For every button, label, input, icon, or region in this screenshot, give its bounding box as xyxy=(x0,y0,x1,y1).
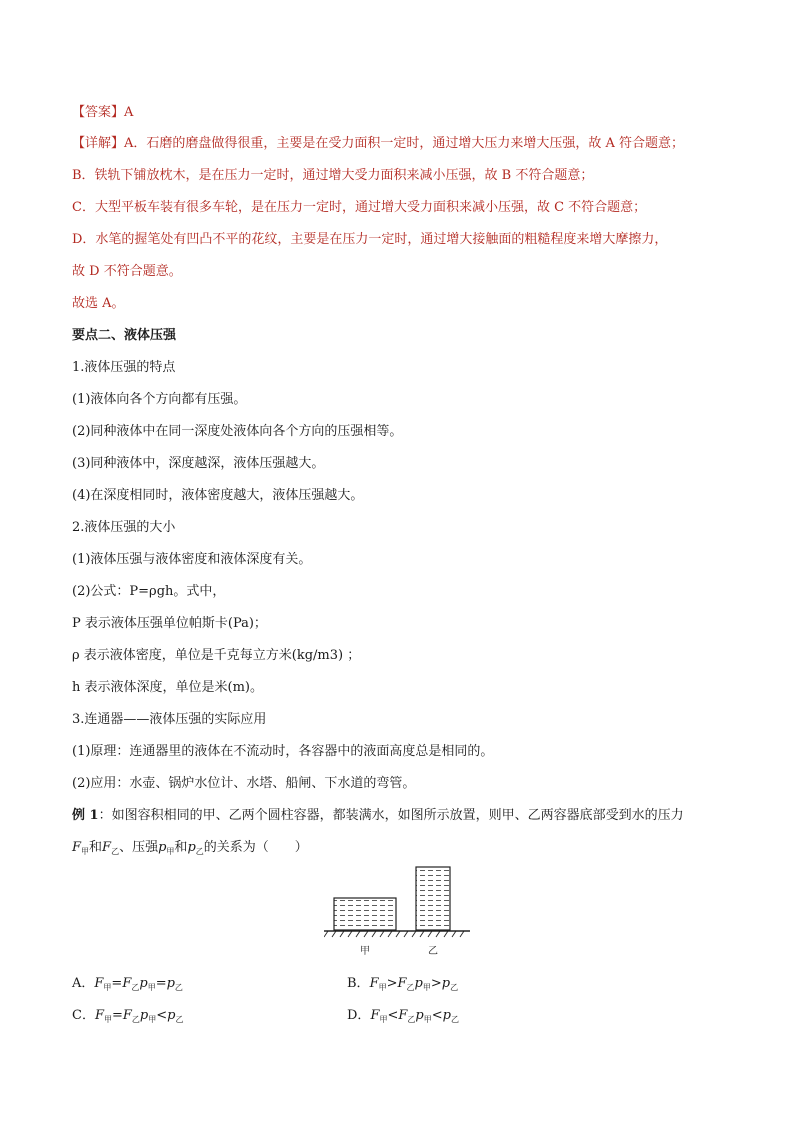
sub-jia: 甲 xyxy=(422,983,431,992)
point-3-2: (2)应用：水壶、锅炉水位计、水塔、船闸、下水道的弯管。 xyxy=(72,776,416,791)
sub-yi: 乙 xyxy=(450,1015,459,1024)
force-symbol: F xyxy=(94,976,104,991)
answer-value: A xyxy=(124,105,134,120)
option-letter: B． xyxy=(347,976,370,991)
force-symbol: F xyxy=(370,1008,380,1023)
sub-jia: 甲 xyxy=(379,1015,388,1024)
point-2-2: (2)公式：P=ρgh。式中， xyxy=(72,584,226,599)
point-1-2: (2)同种液体中在同一深度处液体向各个方向的压强相等。 xyxy=(72,424,403,439)
container-jia xyxy=(334,898,396,930)
ground-surface xyxy=(324,931,470,937)
relation-pressure: < xyxy=(156,1008,168,1023)
example-stem-text: ：如图容积相同的甲、乙两个圆柱容器，都装满水，如图所示放置，则甲、乙两容器底部受到水的压力 xyxy=(98,808,684,823)
explanation-prefix: 【详解】 xyxy=(72,136,125,151)
sub-yi: 乙 xyxy=(174,983,183,992)
pressure-symbol: p xyxy=(441,976,451,991)
pressure-symbol: p xyxy=(139,1008,149,1023)
example-stem-line2 xyxy=(72,839,308,861)
pressure-symbol: p xyxy=(166,976,175,991)
sub-yi: 乙 xyxy=(450,983,459,992)
stem-ending: 的关系为（ ） xyxy=(203,840,308,855)
relation-pressure: < xyxy=(431,1008,443,1023)
separator-text: 、压强 xyxy=(119,840,159,855)
subheading-3: 3.连通器——液体压强的实际应用 xyxy=(72,712,267,727)
explanation-line-d2: 故 D 不符合题意。 xyxy=(72,264,182,279)
sub-yi: 乙 xyxy=(195,847,204,856)
force-symbol: F xyxy=(398,1008,408,1023)
sub-jia: 甲 xyxy=(166,847,175,856)
relation-pressure: = xyxy=(155,976,167,991)
conclusion: 故选 A。 xyxy=(72,296,125,311)
explanation-line-d1: D．水笔的握笔处有凹凸不平的花纹，主要是在压力一定时，通过增大接触面的粗糙程度来增大摩擦力， xyxy=(72,232,668,247)
sub-jia: 甲 xyxy=(148,1015,157,1024)
section-heading: 要点二、液体压强 xyxy=(72,328,177,343)
point-2-3: P 表示液体压强单位帕斯卡(Pa)； xyxy=(72,616,267,631)
relation-force: = xyxy=(111,1008,123,1023)
sub-jia: 甲 xyxy=(378,983,387,992)
option-letter: A． xyxy=(72,976,95,991)
pressure-symbol: p xyxy=(187,840,196,855)
sub-jia: 甲 xyxy=(103,1015,112,1024)
point-1-3: (3)同种液体中，深度越深，液体压强越大。 xyxy=(72,456,325,471)
force-symbol: F xyxy=(122,1008,132,1023)
force-symbol: F xyxy=(102,840,112,855)
sub-yi: 乙 xyxy=(111,847,120,856)
option-d[interactable] xyxy=(347,1007,459,1029)
answer-prefix: 【答案】 xyxy=(72,105,125,120)
point-3-1: (1)原理：连通器里的液体在不流动时，各容器中的液面高度总是相同的。 xyxy=(72,744,494,759)
sub-yi: 乙 xyxy=(175,1015,184,1024)
sub-yi: 乙 xyxy=(131,1015,140,1024)
option-b[interactable] xyxy=(347,975,458,997)
explanation-line-a xyxy=(72,135,684,153)
force-symbol: F xyxy=(72,840,82,855)
relation-pressure: > xyxy=(430,976,442,991)
sub-jia: 甲 xyxy=(147,983,156,992)
pressure-symbol: p xyxy=(414,976,423,991)
label-jia: 甲 xyxy=(360,946,370,957)
sub-jia: 甲 xyxy=(103,983,112,992)
subheading-1: 1.液体压强的特点 xyxy=(72,360,176,375)
point-1-1: (1)液体向各个方向都有压强。 xyxy=(72,392,247,407)
example-stem-line1 xyxy=(72,807,684,825)
option-c[interactable] xyxy=(72,1007,183,1029)
explanation-a-text: A．石磨的磨盘做得很重，主要是在受力面积一定时，通过增大压力来增大压强，故 A 符合题意； xyxy=(124,136,685,151)
sub-jia: 甲 xyxy=(81,847,90,856)
point-1-4: (4)在深度相同时，液体密度越大，液体压强越大。 xyxy=(72,488,364,503)
word-he: 和 xyxy=(89,840,103,855)
point-2-4: ρ 表示液体密度，单位是千克每立方米(kg/m3) ； xyxy=(72,648,361,663)
label-yi: 乙 xyxy=(428,946,438,957)
pressure-symbol: p xyxy=(158,840,167,855)
sub-jia: 甲 xyxy=(423,1015,432,1024)
relation-force: > xyxy=(386,976,398,991)
sub-yi: 乙 xyxy=(407,1015,416,1024)
sub-yi: 乙 xyxy=(131,983,140,992)
sub-yi: 乙 xyxy=(406,983,415,992)
relation-force: < xyxy=(387,1008,399,1023)
force-symbol: F xyxy=(397,976,407,991)
point-2-1: (1)液体压强与液体密度和液体深度有关。 xyxy=(72,552,312,567)
subheading-2: 2.液体压强的大小 xyxy=(72,520,176,535)
option-a[interactable] xyxy=(72,975,183,997)
answer-line xyxy=(72,104,133,122)
container-yi xyxy=(416,867,450,930)
option-letter: C． xyxy=(72,1008,95,1023)
point-2-5: h 表示液体深度，单位是米(m)。 xyxy=(72,680,263,695)
example-label: 例 1 xyxy=(72,808,99,823)
pressure-symbol: p xyxy=(415,1008,424,1023)
force-symbol: F xyxy=(122,976,132,991)
containers-figure xyxy=(324,863,474,959)
relation-force: = xyxy=(111,976,123,991)
option-letter: D． xyxy=(347,1008,371,1023)
pressure-symbol: p xyxy=(139,976,148,991)
pressure-symbol: p xyxy=(167,1008,176,1023)
pressure-symbol: p xyxy=(442,1008,451,1023)
explanation-line-c: C．大型平板车装有很多车轮，是在压力一定时，通过增大受力面积来减小压强，故 C 不符合题意； xyxy=(72,200,647,215)
word-he: 和 xyxy=(174,840,188,855)
explanation-line-b: B．铁轨下铺放枕木，是在压力一定时，通过增大受力面积来减小压强，故 B 不符合题意； xyxy=(72,168,594,183)
force-symbol: F xyxy=(94,1008,104,1023)
force-symbol: F xyxy=(369,976,379,991)
